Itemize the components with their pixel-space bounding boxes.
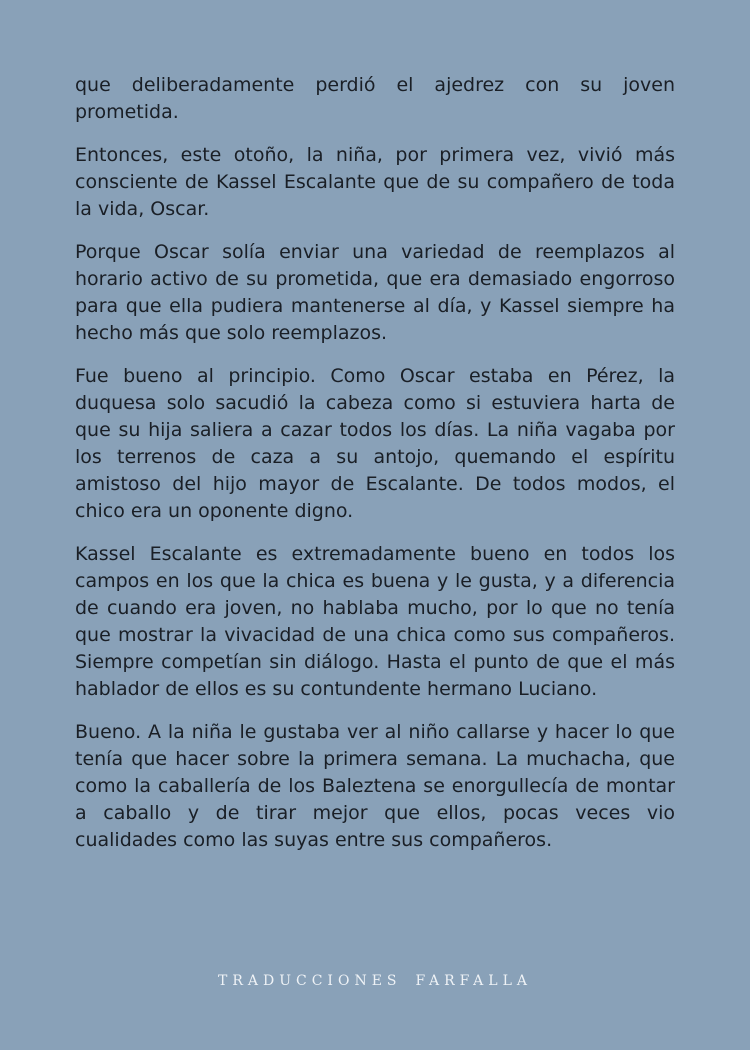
body-text [75,72,675,870]
paragraph-2: Entonces, este otoño, la niña, por primera vez, vivió más consciente de Kassel Escalante que de su compañero de toda la vida, Oscar. [75,144,675,220]
paragraph-4: Fue bueno al principio. Como Oscar estaba en Pérez, la duquesa solo sacudió la cabeza como si estuviera harta de que su hija saliera a cazar todos los días. La niña vagaba por los terrenos de caza a su antojo, quemando el espíritu amistoso del hijo mayor de Escalante. De todos modos, el chico era un oponente digno. [75,365,675,522]
footer-word-1: TRADUCCIONES [218,973,402,989]
footer-word-2: FARFALLA [415,973,532,989]
paragraph-3: Porque Oscar solía enviar una variedad de reemplazos al horario activo de su prometida, que era demasiado engorroso para que ella pudiera mantenerse al día, y Kassel siempre ha hecho más que solo reemplazos. [75,241,675,344]
paragraph-6: Bueno. A la niña le gustaba ver al niño callarse y hacer lo que tenía que hacer sobre la primera semana. La muchacha, que como la caballería de los Baleztena se enorgullecía de montar a caballo y de tirar mejor que ellos, pocas veces vio cualidades como las suyas entre sus compañeros. [75,721,675,851]
paragraph-1: que deliberadamente perdió el ajedrez con su joven prometida. [75,74,675,123]
paragraph-5: Kassel Escalante es extremadamente bueno en todos los campos en los que la chica es buena y le gusta, y a diferencia de cuando era joven, no hablaba mucho, por lo que no tenía que mostrar la vivacidad de una chica como sus compañeros. Siempre competían sin diálogo. Hasta el punto de que el más hablador de ellos es su contundente hermano Luciano. [75,543,675,700]
page-footer [0,973,750,989]
